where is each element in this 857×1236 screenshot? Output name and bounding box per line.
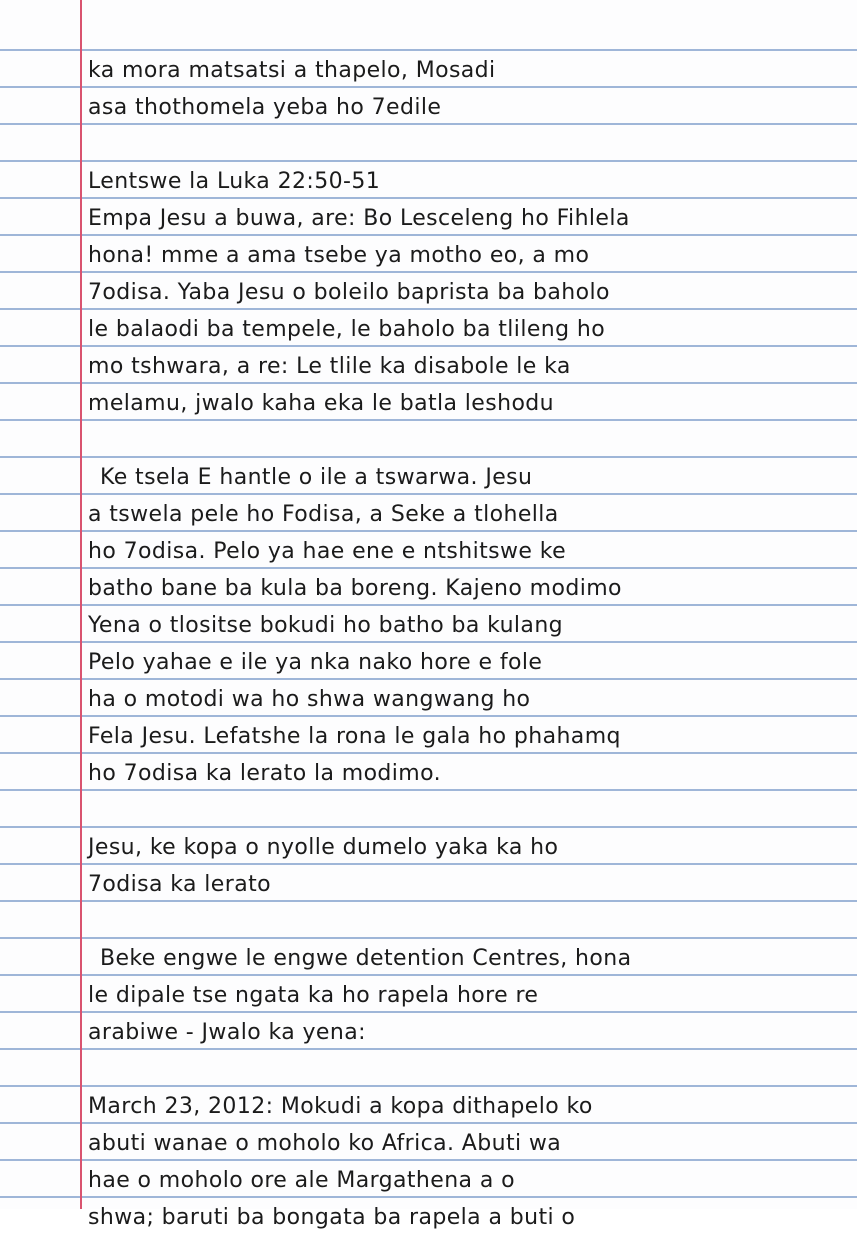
blank-line — [86, 1051, 846, 1088]
text-line: a tswela pele ho Fodisa, a Seke a tlohella — [88, 502, 559, 527]
text-line: ha o motodi wa ho shwa wangwang ho — [88, 687, 531, 712]
blank-line — [86, 903, 846, 940]
paragraph-2 — [86, 163, 846, 422]
text-line: batho bane ba kula ba boreng. Kajeno modimo — [88, 576, 622, 601]
text-line: ho 7odisa. Pelo ya hae ene e ntshitswe ke — [88, 539, 567, 564]
text-line: Beke engwe le engwe detention Centres, hona — [100, 946, 632, 971]
text-line: 7odisa. Yaba Jesu o boleilo baprista ba baholo — [88, 280, 610, 305]
text-line: le balaodi ba tempele, le baholo ba tlileng ho — [88, 317, 606, 342]
text-line: Ke tsela E hantle o ile a tswarwa. Jesu — [100, 465, 533, 490]
paragraph-4 — [86, 829, 846, 903]
text-line: Pelo yahae e ile ya nka nako hore e fole — [88, 650, 543, 675]
text-line: arabiwe - Jwalo ka yena: — [88, 1020, 366, 1045]
text-line: melamu, jwalo kaha eka le batla leshodu — [88, 391, 555, 416]
text-line: asa thothomela yeba ho 7edile — [88, 95, 442, 120]
text-line: Empa Jesu a buwa, are: Bo Lesceleng ho Fihlela — [88, 206, 630, 231]
text-line: mo tshwara, a re: Le tlile ka disabole le ka — [88, 354, 571, 379]
red-margin-line — [80, 0, 82, 1209]
paragraph-6 — [86, 1088, 846, 1236]
text-line: ka mora matsatsi a thapelo, Mosadi — [88, 58, 496, 83]
text-line: le dipale tse ngata ka ho rapela hore re — [88, 983, 539, 1008]
text-line: hona! mme a ama tsebe ya motho eo, a mo — [88, 243, 590, 268]
paragraph-1 — [86, 52, 846, 126]
blank-line — [86, 422, 846, 459]
text-line: Jesu, ke kopa o nyolle dumelo yaka ka ho — [88, 835, 559, 860]
paragraph-3 — [86, 459, 846, 792]
text-line: Yena o tlositse bokudi ho batho ba kulang — [88, 613, 564, 638]
text-line: hae o moholo ore ale Margathena a o — [88, 1168, 515, 1193]
text-line: shwa; baruti ba bongata ba rapela a buti o — [88, 1205, 576, 1230]
paragraph-5 — [86, 940, 846, 1051]
text-line: ho 7odisa ka lerato la modimo. — [88, 761, 441, 786]
text-line: 7odisa ka lerato — [88, 872, 271, 897]
scripture-heading: Lentswe la Luka 22:50-51 — [88, 169, 381, 194]
text-line: March 23, 2012: Mokudi a kopa dithapelo ko — [88, 1094, 593, 1119]
blank-line — [86, 792, 846, 829]
blank-line — [86, 126, 846, 163]
handwritten-text — [86, 52, 846, 1236]
text-line: abuti wanae o moholo ko Africa. Abuti wa — [88, 1131, 562, 1156]
text-line: Fela Jesu. Lefatshe la rona le gala ho phahamq — [88, 724, 621, 749]
